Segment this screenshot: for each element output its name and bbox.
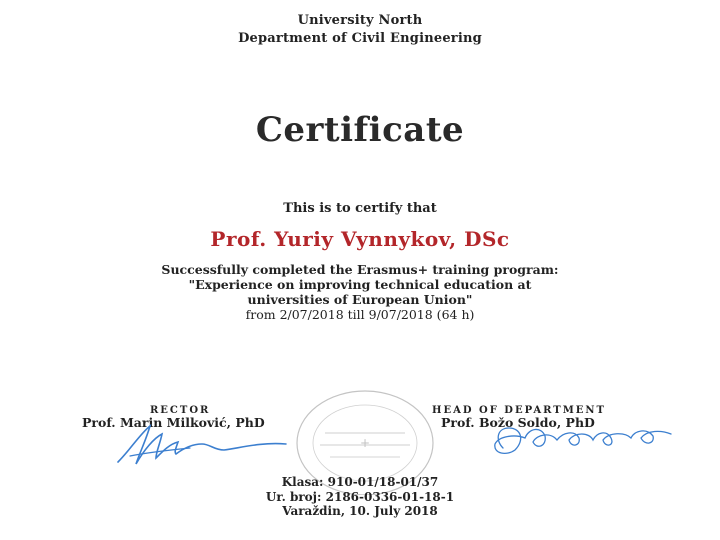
head-of-department-role: HEAD OF DEPARTMENT <box>432 405 606 416</box>
place-and-date: Varaždin, 10. July 2018 <box>282 504 438 518</box>
rector-name: Prof. Marin Milković, PhD <box>82 415 265 430</box>
head-of-department-name: Prof. Božo Soldo, PhD <box>441 415 595 430</box>
program-dates: from 2/07/2018 till 9/07/2018 (64 h) <box>245 307 475 322</box>
completion-statement: Successfully completed the Erasmus+ training program: <box>161 262 559 277</box>
program-title-line-2: universities of European Union" <box>247 292 473 307</box>
rector-role: RECTOR <box>150 405 211 416</box>
svg-text:+: + <box>359 436 371 450</box>
intro-text: This is to certify that <box>283 201 437 216</box>
klasa-reference: Klasa: 910-01/18-01/37 <box>281 475 439 489</box>
rector-signature <box>110 420 310 470</box>
head-of-department-signature <box>485 418 685 463</box>
recipient-name: Prof. Yuriy Vynnykov, DSc <box>210 227 510 251</box>
certificate-title: Certificate <box>255 110 465 150</box>
university-name: University North <box>297 13 423 28</box>
department-name: Department of Civil Engineering <box>238 31 482 46</box>
program-title-line-1: "Experience on improving technical education at <box>188 277 532 292</box>
registry-number: Ur. broj: 2186-0336-01-18-1 <box>265 490 455 504</box>
